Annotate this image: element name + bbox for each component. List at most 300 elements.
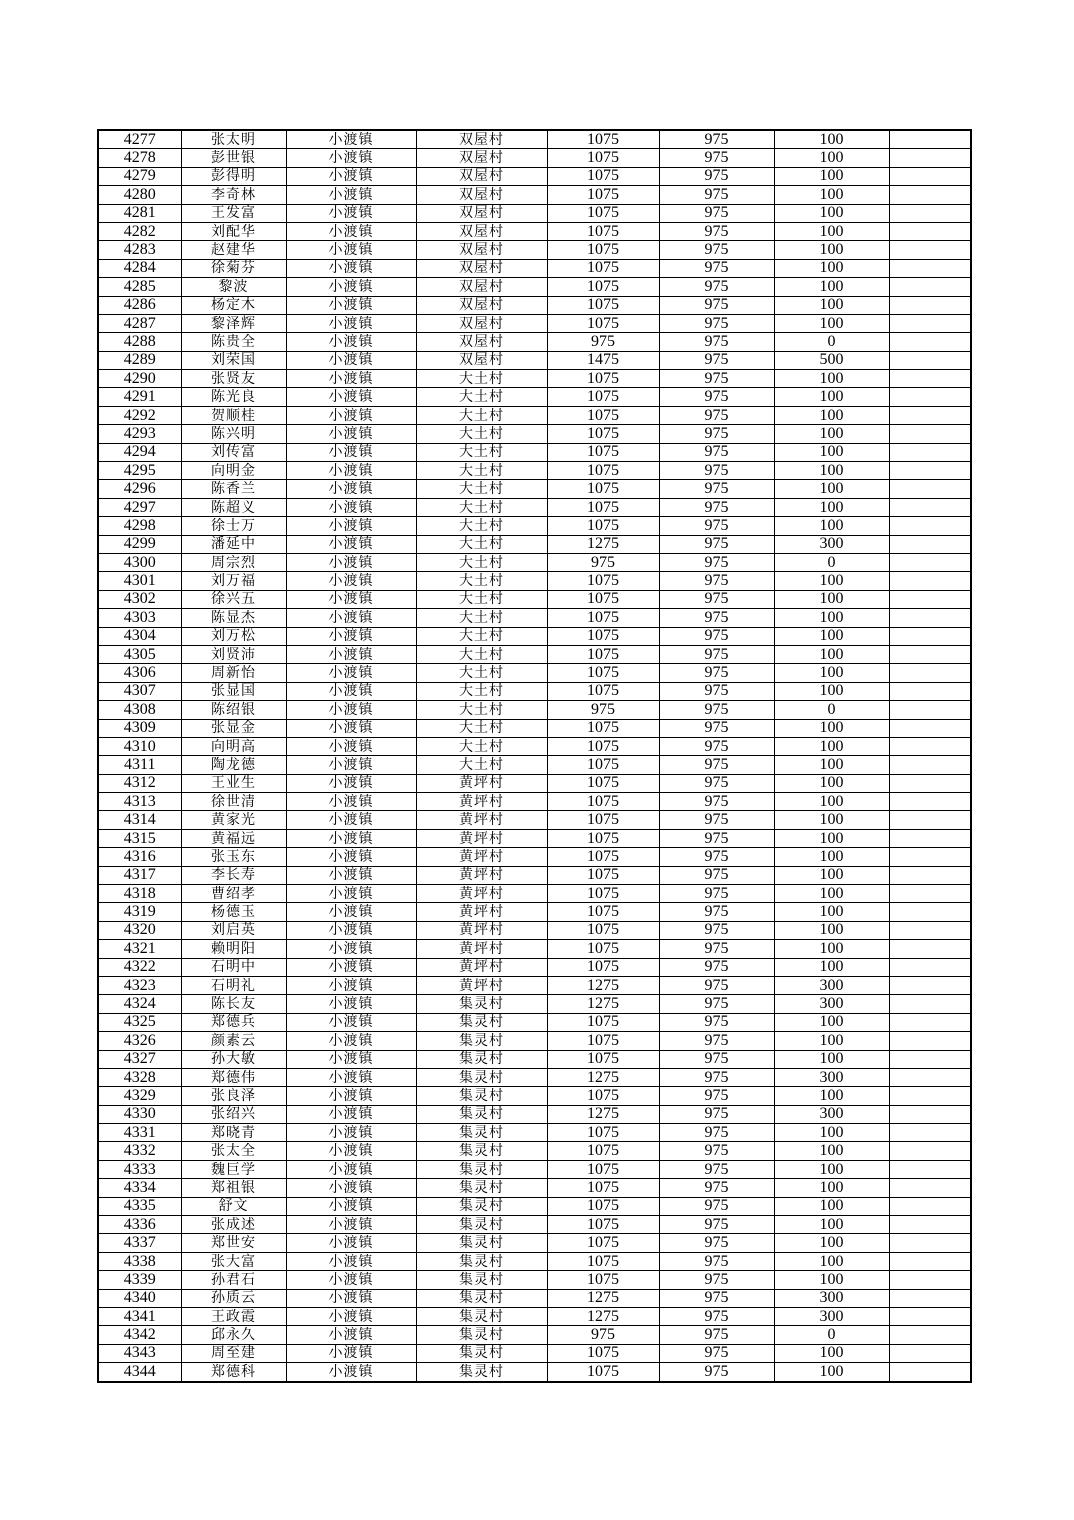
amount-b-cell: 975 (659, 259, 774, 277)
village-cell: 大土村 (416, 388, 547, 406)
amount-b-cell: 975 (659, 921, 774, 939)
amount-a-cell: 1075 (547, 829, 659, 847)
name-cell: 徐世清 (181, 793, 286, 811)
amount-b-cell: 975 (659, 241, 774, 259)
amount-b-cell: 975 (659, 517, 774, 535)
difference-cell: 100 (774, 903, 889, 921)
amount-a-cell: 975 (547, 1326, 659, 1344)
remark-cell (889, 1050, 971, 1068)
town-cell: 小渡镇 (286, 1105, 416, 1123)
amount-b-cell: 975 (659, 1087, 774, 1105)
village-cell: 集灵村 (416, 1050, 547, 1068)
row-number-cell: 4305 (98, 645, 181, 663)
town-cell: 小渡镇 (286, 406, 416, 424)
amount-a-cell: 1075 (547, 370, 659, 388)
table-row (98, 351, 971, 369)
remark-cell (889, 1363, 971, 1382)
village-cell: 双屋村 (416, 259, 547, 277)
table-row (98, 1308, 971, 1326)
row-number-cell: 4332 (98, 1142, 181, 1160)
difference-cell: 300 (774, 976, 889, 994)
table-row (98, 756, 971, 774)
amount-a-cell: 1075 (547, 866, 659, 884)
remark-cell (889, 370, 971, 388)
table-row (98, 811, 971, 829)
row-number-cell: 4278 (98, 149, 181, 167)
remark-cell (889, 1289, 971, 1307)
table-row (98, 1216, 971, 1234)
village-cell: 黄坪村 (416, 848, 547, 866)
table-row (98, 885, 971, 903)
remark-cell (889, 1013, 971, 1031)
town-cell: 小渡镇 (286, 351, 416, 369)
difference-cell: 300 (774, 1289, 889, 1307)
table-row (98, 1050, 971, 1068)
row-number-cell: 4298 (98, 517, 181, 535)
town-cell: 小渡镇 (286, 1087, 416, 1105)
amount-a-cell: 1075 (547, 756, 659, 774)
town-cell: 小渡镇 (286, 259, 416, 277)
village-cell: 双屋村 (416, 186, 547, 204)
village-cell: 双屋村 (416, 167, 547, 185)
difference-cell: 100 (774, 259, 889, 277)
amount-a-cell: 1075 (547, 774, 659, 792)
name-cell: 陈兴明 (181, 425, 286, 443)
remark-cell (889, 940, 971, 958)
row-number-cell: 4321 (98, 940, 181, 958)
amount-b-cell: 975 (659, 351, 774, 369)
table-row (98, 333, 971, 351)
town-cell: 小渡镇 (286, 149, 416, 167)
amount-b-cell: 975 (659, 296, 774, 314)
remark-cell (889, 443, 971, 461)
amount-a-cell: 1075 (547, 903, 659, 921)
remark-cell (889, 719, 971, 737)
name-cell: 陶龙德 (181, 756, 286, 774)
amount-a-cell: 1075 (547, 719, 659, 737)
village-cell: 集灵村 (416, 1032, 547, 1050)
row-number-cell: 4344 (98, 1363, 181, 1382)
village-cell: 集灵村 (416, 1197, 547, 1215)
village-cell: 黄坪村 (416, 774, 547, 792)
table-row (98, 553, 971, 571)
amount-a-cell: 1075 (547, 1216, 659, 1234)
amount-b-cell: 975 (659, 590, 774, 608)
town-cell: 小渡镇 (286, 811, 416, 829)
amount-b-cell: 975 (659, 829, 774, 847)
amount-a-cell: 1275 (547, 1105, 659, 1123)
row-number-cell: 4289 (98, 351, 181, 369)
amount-a-cell: 1075 (547, 885, 659, 903)
amount-b-cell: 975 (659, 940, 774, 958)
row-number-cell: 4292 (98, 406, 181, 424)
row-number-cell: 4336 (98, 1216, 181, 1234)
difference-cell: 100 (774, 940, 889, 958)
row-number-cell: 4285 (98, 278, 181, 296)
village-cell: 黄坪村 (416, 811, 547, 829)
amount-a-cell: 1075 (547, 1160, 659, 1178)
name-cell: 刘传富 (181, 443, 286, 461)
amount-b-cell: 975 (659, 866, 774, 884)
name-cell: 舒文 (181, 1197, 286, 1215)
town-cell: 小渡镇 (286, 903, 416, 921)
table-row (98, 278, 971, 296)
town-cell: 小渡镇 (286, 885, 416, 903)
town-cell: 小渡镇 (286, 296, 416, 314)
village-cell: 大土村 (416, 370, 547, 388)
village-cell: 大土村 (416, 462, 547, 480)
amount-b-cell: 975 (659, 1013, 774, 1031)
amount-b-cell: 975 (659, 1124, 774, 1142)
amount-a-cell: 1475 (547, 351, 659, 369)
town-cell: 小渡镇 (286, 167, 416, 185)
table-row (98, 572, 971, 590)
remark-cell (889, 1068, 971, 1086)
row-number-cell: 4293 (98, 425, 181, 443)
village-cell: 大土村 (416, 737, 547, 755)
amount-b-cell: 975 (659, 1234, 774, 1252)
difference-cell: 100 (774, 480, 889, 498)
difference-cell: 100 (774, 664, 889, 682)
row-number-cell: 4343 (98, 1344, 181, 1362)
town-cell: 小渡镇 (286, 737, 416, 755)
village-cell: 大土村 (416, 406, 547, 424)
remark-cell (889, 130, 971, 149)
table-row (98, 406, 971, 424)
amount-a-cell: 1075 (547, 1252, 659, 1270)
difference-cell: 300 (774, 1308, 889, 1326)
row-number-cell: 4339 (98, 1271, 181, 1289)
name-cell: 陈超义 (181, 498, 286, 516)
row-number-cell: 4334 (98, 1179, 181, 1197)
town-cell: 小渡镇 (286, 1344, 416, 1362)
remark-cell (889, 1032, 971, 1050)
name-cell: 张贤友 (181, 370, 286, 388)
amount-a-cell: 1075 (547, 645, 659, 663)
amount-b-cell: 975 (659, 167, 774, 185)
amount-a-cell: 1275 (547, 1289, 659, 1307)
table-row (98, 848, 971, 866)
row-number-cell: 4322 (98, 958, 181, 976)
amount-a-cell: 1075 (547, 259, 659, 277)
village-cell: 集灵村 (416, 1289, 547, 1307)
amount-a-cell: 1075 (547, 1344, 659, 1362)
row-number-cell: 4277 (98, 130, 181, 149)
difference-cell: 0 (774, 553, 889, 571)
amount-a-cell: 1075 (547, 406, 659, 424)
difference-cell: 100 (774, 627, 889, 645)
town-cell: 小渡镇 (286, 186, 416, 204)
table-row (98, 1068, 971, 1086)
name-cell: 孙君石 (181, 1271, 286, 1289)
difference-cell: 100 (774, 130, 889, 149)
amount-a-cell: 975 (547, 553, 659, 571)
difference-cell: 100 (774, 885, 889, 903)
remark-cell (889, 498, 971, 516)
row-number-cell: 4331 (98, 1124, 181, 1142)
amount-a-cell: 1075 (547, 811, 659, 829)
remark-cell (889, 627, 971, 645)
row-number-cell: 4308 (98, 701, 181, 719)
remark-cell (889, 737, 971, 755)
table-row (98, 1032, 971, 1050)
village-cell: 大土村 (416, 498, 547, 516)
name-cell: 周宗烈 (181, 553, 286, 571)
name-cell: 颜素云 (181, 1032, 286, 1050)
remark-cell (889, 278, 971, 296)
difference-cell: 100 (774, 737, 889, 755)
table-row (98, 793, 971, 811)
name-cell: 彭得明 (181, 167, 286, 185)
village-cell: 大土村 (416, 664, 547, 682)
town-cell: 小渡镇 (286, 866, 416, 884)
name-cell: 王政霞 (181, 1308, 286, 1326)
remark-cell (889, 149, 971, 167)
village-cell: 集灵村 (416, 1234, 547, 1252)
amount-b-cell: 975 (659, 425, 774, 443)
difference-cell: 100 (774, 719, 889, 737)
table-row (98, 976, 971, 994)
name-cell: 石明礼 (181, 976, 286, 994)
amount-b-cell: 975 (659, 204, 774, 222)
difference-cell: 100 (774, 1271, 889, 1289)
row-number-cell: 4330 (98, 1105, 181, 1123)
row-number-cell: 4279 (98, 167, 181, 185)
remark-cell (889, 517, 971, 535)
village-cell: 集灵村 (416, 1252, 547, 1270)
name-cell: 黎波 (181, 278, 286, 296)
difference-cell: 300 (774, 1068, 889, 1086)
amount-a-cell: 1075 (547, 1087, 659, 1105)
town-cell: 小渡镇 (286, 609, 416, 627)
amount-a-cell: 1275 (547, 995, 659, 1013)
remark-cell (889, 1252, 971, 1270)
remark-cell (889, 186, 971, 204)
town-cell: 小渡镇 (286, 1271, 416, 1289)
difference-cell: 300 (774, 995, 889, 1013)
village-cell: 大土村 (416, 590, 547, 608)
row-number-cell: 4280 (98, 186, 181, 204)
difference-cell: 100 (774, 645, 889, 663)
data-table (97, 129, 972, 1383)
amount-a-cell: 975 (547, 701, 659, 719)
row-number-cell: 4284 (98, 259, 181, 277)
row-number-cell: 4325 (98, 1013, 181, 1031)
name-cell: 曹绍孝 (181, 885, 286, 903)
town-cell: 小渡镇 (286, 517, 416, 535)
remark-cell (889, 866, 971, 884)
remark-cell (889, 609, 971, 627)
table-row (98, 425, 971, 443)
amount-b-cell: 975 (659, 149, 774, 167)
town-cell: 小渡镇 (286, 921, 416, 939)
remark-cell (889, 462, 971, 480)
amount-a-cell: 1275 (547, 535, 659, 553)
name-cell: 孙质云 (181, 1289, 286, 1307)
amount-b-cell: 975 (659, 443, 774, 461)
town-cell: 小渡镇 (286, 1197, 416, 1215)
town-cell: 小渡镇 (286, 682, 416, 700)
difference-cell: 100 (774, 1234, 889, 1252)
amount-a-cell: 1275 (547, 1308, 659, 1326)
table-row (98, 296, 971, 314)
remark-cell (889, 259, 971, 277)
town-cell: 小渡镇 (286, 590, 416, 608)
village-cell: 集灵村 (416, 1271, 547, 1289)
amount-b-cell: 975 (659, 774, 774, 792)
table-row (98, 627, 971, 645)
difference-cell: 300 (774, 1105, 889, 1123)
row-number-cell: 4311 (98, 756, 181, 774)
remark-cell (889, 1271, 971, 1289)
amount-a-cell: 1075 (547, 682, 659, 700)
row-number-cell: 4314 (98, 811, 181, 829)
row-number-cell: 4295 (98, 462, 181, 480)
amount-b-cell: 975 (659, 976, 774, 994)
amount-b-cell: 975 (659, 1344, 774, 1362)
amount-a-cell: 1075 (547, 296, 659, 314)
village-cell: 黄坪村 (416, 866, 547, 884)
amount-a-cell: 1275 (547, 1068, 659, 1086)
amount-b-cell: 975 (659, 480, 774, 498)
remark-cell (889, 1216, 971, 1234)
town-cell: 小渡镇 (286, 774, 416, 792)
difference-cell: 100 (774, 296, 889, 314)
name-cell: 孙大敏 (181, 1050, 286, 1068)
name-cell: 向明金 (181, 462, 286, 480)
town-cell: 小渡镇 (286, 829, 416, 847)
remark-cell (889, 1142, 971, 1160)
village-cell: 集灵村 (416, 1344, 547, 1362)
difference-cell: 100 (774, 1013, 889, 1031)
row-number-cell: 4341 (98, 1308, 181, 1326)
town-cell: 小渡镇 (286, 278, 416, 296)
difference-cell: 100 (774, 793, 889, 811)
remark-cell (889, 1160, 971, 1178)
difference-cell: 100 (774, 1087, 889, 1105)
amount-a-cell: 1075 (547, 590, 659, 608)
name-cell: 石明中 (181, 958, 286, 976)
amount-b-cell: 975 (659, 848, 774, 866)
amount-a-cell: 1075 (547, 204, 659, 222)
amount-a-cell: 1075 (547, 388, 659, 406)
difference-cell: 100 (774, 167, 889, 185)
difference-cell: 100 (774, 443, 889, 461)
remark-cell (889, 425, 971, 443)
row-number-cell: 4304 (98, 627, 181, 645)
remark-cell (889, 958, 971, 976)
table-row (98, 1271, 971, 1289)
village-cell: 双屋村 (416, 333, 547, 351)
table-row (98, 314, 971, 332)
difference-cell: 100 (774, 1197, 889, 1215)
town-cell: 小渡镇 (286, 370, 416, 388)
town-cell: 小渡镇 (286, 1326, 416, 1344)
remark-cell (889, 204, 971, 222)
remark-cell (889, 701, 971, 719)
amount-b-cell: 975 (659, 222, 774, 240)
remark-cell (889, 333, 971, 351)
table-row (98, 921, 971, 939)
name-cell: 张太全 (181, 1142, 286, 1160)
town-cell: 小渡镇 (286, 314, 416, 332)
name-cell: 刘启英 (181, 921, 286, 939)
name-cell: 陈光良 (181, 388, 286, 406)
table-row (98, 204, 971, 222)
amount-b-cell: 975 (659, 1252, 774, 1270)
difference-cell: 100 (774, 866, 889, 884)
village-cell: 大土村 (416, 701, 547, 719)
difference-cell: 100 (774, 1252, 889, 1270)
name-cell: 彭世银 (181, 149, 286, 167)
remark-cell (889, 793, 971, 811)
name-cell: 周新怡 (181, 664, 286, 682)
table-row (98, 829, 971, 847)
name-cell: 郑祖银 (181, 1179, 286, 1197)
amount-a-cell: 1075 (547, 737, 659, 755)
difference-cell: 100 (774, 425, 889, 443)
town-cell: 小渡镇 (286, 222, 416, 240)
table-row (98, 1124, 971, 1142)
difference-cell: 100 (774, 1050, 889, 1068)
amount-a-cell: 1075 (547, 149, 659, 167)
table-row (98, 664, 971, 682)
name-cell: 徐菊芬 (181, 259, 286, 277)
town-cell: 小渡镇 (286, 553, 416, 571)
amount-a-cell: 1075 (547, 222, 659, 240)
town-cell: 小渡镇 (286, 1142, 416, 1160)
table-row (98, 462, 971, 480)
table-row (98, 1197, 971, 1215)
table-row (98, 1234, 971, 1252)
town-cell: 小渡镇 (286, 958, 416, 976)
amount-b-cell: 975 (659, 370, 774, 388)
name-cell: 陈绍银 (181, 701, 286, 719)
remark-cell (889, 590, 971, 608)
village-cell: 集灵村 (416, 1068, 547, 1086)
amount-b-cell: 975 (659, 462, 774, 480)
row-number-cell: 4287 (98, 314, 181, 332)
village-cell: 大土村 (416, 480, 547, 498)
amount-b-cell: 975 (659, 701, 774, 719)
town-cell: 小渡镇 (286, 462, 416, 480)
village-cell: 黄坪村 (416, 885, 547, 903)
amount-b-cell: 975 (659, 885, 774, 903)
town-cell: 小渡镇 (286, 627, 416, 645)
village-cell: 双屋村 (416, 149, 547, 167)
name-cell: 刘贤沛 (181, 645, 286, 663)
difference-cell: 100 (774, 1216, 889, 1234)
amount-a-cell: 1075 (547, 480, 659, 498)
table-row (98, 995, 971, 1013)
row-number-cell: 4290 (98, 370, 181, 388)
village-cell: 黄坪村 (416, 829, 547, 847)
remark-cell (889, 682, 971, 700)
town-cell: 小渡镇 (286, 1216, 416, 1234)
amount-a-cell: 1075 (547, 1234, 659, 1252)
difference-cell: 100 (774, 370, 889, 388)
amount-b-cell: 975 (659, 1363, 774, 1382)
row-number-cell: 4296 (98, 480, 181, 498)
village-cell: 双屋村 (416, 130, 547, 149)
village-cell: 集灵村 (416, 1216, 547, 1234)
table-row (98, 590, 971, 608)
name-cell: 王发富 (181, 204, 286, 222)
village-cell: 黄坪村 (416, 903, 547, 921)
town-cell: 小渡镇 (286, 793, 416, 811)
table-row (98, 1105, 971, 1123)
name-cell: 杨德玉 (181, 903, 286, 921)
